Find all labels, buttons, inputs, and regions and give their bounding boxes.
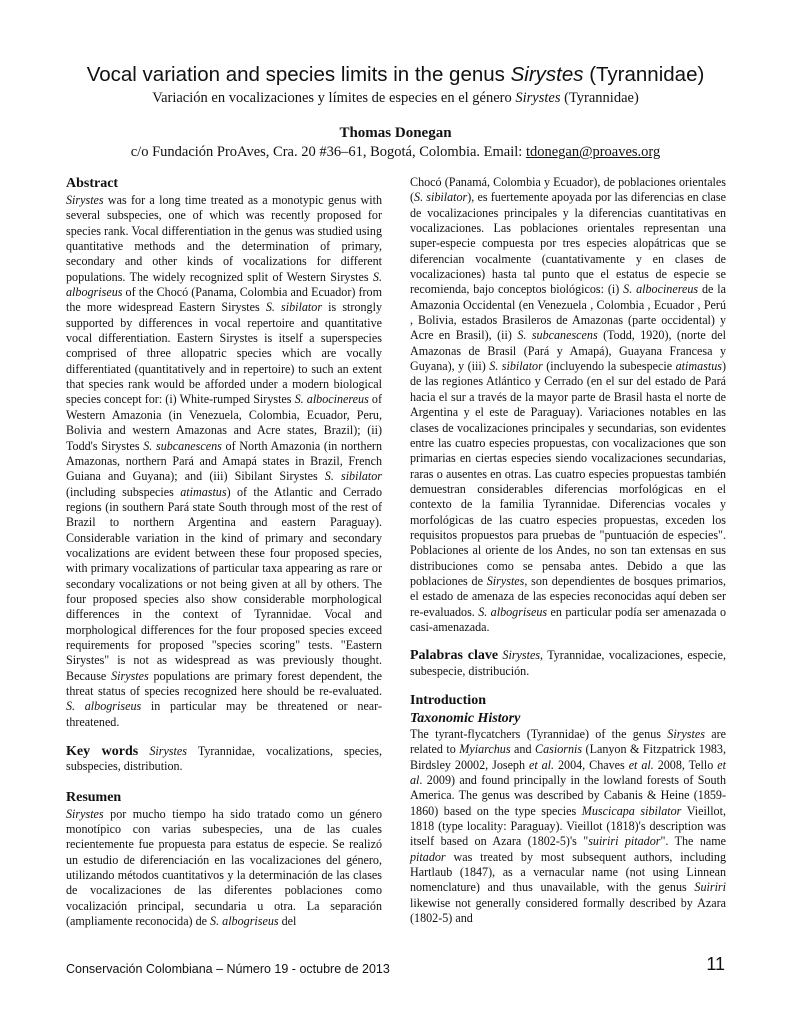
abstract-heading: Abstract <box>66 176 119 191</box>
italic-term: S. subcanescens <box>143 438 222 453</box>
palabras-clave-paragraph <box>410 648 726 679</box>
text-run: populations are primary forest dependent, the threat status of species recognized here should be re-evaluated. <box>66 668 382 698</box>
introduction-heading: Introduction <box>410 693 486 708</box>
italic-term: atimastus <box>675 359 722 374</box>
subtitle-family: (Tyrannidae) <box>560 90 639 106</box>
italic-term: et al. <box>628 757 654 772</box>
italic-term: S. albocinereus <box>623 282 699 297</box>
text-run: likewise not generally considered formally described by Azara (1802-5) and <box>410 895 726 926</box>
text-run: ". The name <box>660 834 727 849</box>
text-run: of the Chocó (Panama, Colombia and Ecuador) from the more widespread Eastern Sirystes <box>66 285 382 315</box>
text-run: Chocó (Panamá, Colombia y Ecuador), de poblaciones orientales ( <box>410 175 726 205</box>
text-run: 2004, Chaves <box>554 757 629 772</box>
affiliation-text: c/o Fundación ProAves, Cra. 20 #36–61, Bogotá, Colombia. Email: <box>130 144 526 160</box>
text-run: (Todd, 1920), (norte del Amazonas de Brasil (Pará y Amapá), Guayana Francesa y Guyana), y (iii) <box>410 328 727 374</box>
text-run <box>138 744 149 758</box>
keywords-heading: Key words <box>66 744 139 760</box>
italic-term: et al <box>410 757 726 788</box>
text-run: (incluyendo la subespecie <box>542 359 676 374</box>
resumen-heading: Resumen <box>66 789 122 805</box>
italic-term: Muscicapa sibilator <box>581 803 682 818</box>
italic-term: S. sibilator <box>489 359 543 374</box>
keywords-paragraph <box>66 744 382 775</box>
italic-term: S. albogriseus <box>66 269 382 300</box>
author-affiliation <box>40 143 751 162</box>
text-run: in particular may be threatened or near-threatened. <box>66 699 382 729</box>
text-run: ) de las regiones Atlántico y Cerrado (en el sur del estado de Pará hacia el sur a través de la mayor parte de Brasil hasta el norte de Argentina y el este de Paraguay). Variaciones notables en las clases de vocalizaciones principales y secundarias, son evidentes entre las cuatro especies propuestas, con vocalizaciones que son primarias en ciertas especies siendo vocalizaciones secundarias, raras o ausentes en otras. Las cuatro especies propuestas también demuestran considerables diferencias morfológicas en el contexto de la familia Tyrannidae. Diferencias vocales y morfológicas de las cuatro especies propuestas, exceden los requisitos propuestos para pruebas de "puntuación de especies". Poblaciones al oriente de los Andes, no son tan extensas en sus distribuciones como se pensaba antes. Debido a que las poblaciones de <box>410 359 726 588</box>
text-run: was for a long time treated as a monotypic genus with several subspecies, one of which was recently proposed for species rank. Vocal differentiation in the genus was studied using quantitative methods and the determination of primary, secondary and other kinds of vocalizations for different populations. The widely recognized split of Western Sirystes <box>66 193 382 284</box>
italic-term: S. sibilator <box>265 300 323 315</box>
subtitle-genus: Sirystes <box>515 90 561 106</box>
paper-subtitle <box>40 89 751 107</box>
italic-term: S. subcanescens <box>517 328 598 343</box>
left-column <box>66 175 382 929</box>
subtitle-text: Variación en vocalizaciones y límites de especies en el género <box>152 90 516 106</box>
italic-term: pitador <box>410 849 446 864</box>
introduction-text <box>410 727 726 926</box>
text-run: is strongly supported by differences in vocal repertoire and quantitative vocal differentiation. Eastern Sirystes is itself a superspecies comprised of three allopatric species which are vocally differentiated (quantitatively and in repertoire) to such an extent that species rank would be afforded under a modern biological species concept for: (i) White-rumped Sirystes <box>66 300 382 407</box>
text-run: del <box>278 914 297 929</box>
italic-term: Myiarchus <box>459 742 511 757</box>
text-run: (Lanyon & Fitzpatrick 1983, Birdsley 20002, Joseph <box>410 742 726 772</box>
resumen-text <box>66 807 382 930</box>
text-run: , son dependientes de bosques primarios, el estado de amenaza de las especies reconocidas aquí deben ser re-evaluados. <box>410 573 726 619</box>
taxonomic-history-subheading: Taxonomic History <box>410 711 521 726</box>
journal-footer: Conservación Colombiana – Número 19 - octubre de 2013 <box>66 962 390 976</box>
text-run: 2008, Tello <box>653 757 718 772</box>
italic-term: S. albogriseus <box>478 604 548 619</box>
italic-term: S. sibilator <box>324 469 382 484</box>
abstract-text <box>66 193 382 730</box>
text-run: en particular podía ser amenazada o casi-amenazada. <box>410 604 726 634</box>
italic-term: Suiriri <box>694 880 726 895</box>
italic-term: S. albogriseus <box>210 914 279 929</box>
title-family: (Tyrannidae) <box>583 63 705 86</box>
text-run: are related to <box>410 727 726 757</box>
page-number: 11 <box>706 954 725 974</box>
text-run: of North Amazonia (in northern Amazonas, northern Pará and Amapá states in Brazil, French Guiana and Guyana); and (iii) Sibilant Sirystes <box>66 438 383 484</box>
italic-term: Sirystes <box>111 668 149 683</box>
italic-term: Sirystes <box>486 573 525 588</box>
paper-title <box>40 62 751 88</box>
title-text: Vocal variation and species limits in the genus <box>86 63 511 86</box>
italic-term: Sirystes <box>149 744 187 759</box>
text-run: por mucho tiempo ha sido tratado como un género monotípico con varias subespecies, una de las cuales recientemente fue propuesta para estatus de especie. Se realizó un estudio de diferenciación en las vocalizaciones del género, utilizando métodos cuantitativos y la determinación de las clases de vocalizaciones de las diferentes poblaciones como vocalización principal, secundaria u otra. La separación (ampliamente reconocida) de <box>66 806 382 929</box>
text-run: of Western Amazonia (in Venezuela, Colombia, Ecuador, Peru, Bolivia and western Amazonas and Acre states, Brazil); (ii) Todd's Sirystes <box>66 392 382 453</box>
italic-term: Sirystes <box>667 727 705 741</box>
text-run: ), es fuertemente apoyada por las diferencias en clase de vocalizaciones principales y la diferencias cuantitativas en vocalizaciones. Las poblaciones orientales representan una super-especie compuesta por tres especies alopátricas que se diferencian vocalmente (cuantativamente y en clases de vocalizaciones) hasta tal punto que el estatus de especie se recomienda, bajo conceptos biológicos: (i) <box>410 190 726 297</box>
text-run: , Tyrannidae, vocalizaciones, especie, subespecie, distribución. <box>410 648 726 678</box>
italic-term: S. albocinereus <box>294 392 369 407</box>
author-name: Thomas Donegan <box>339 125 452 141</box>
palabras-clave-heading: Palabras clave <box>410 648 499 664</box>
text-run: and <box>510 742 536 757</box>
email-link[interactable]: tdonegan@proaves.org <box>525 144 661 160</box>
italic-term: Sirystes <box>502 648 541 663</box>
text-run: The tyrant-flycatchers (Tyrannidae) of the genus <box>410 727 668 741</box>
italic-term: Sirystes <box>66 806 104 821</box>
italic-term: Casiornis <box>535 742 583 757</box>
italic-term: atimastus <box>180 484 227 499</box>
italic-term: et al. <box>528 757 555 772</box>
title-genus: Sirystes <box>510 63 584 86</box>
italic-term: suiriri pitador <box>588 834 661 849</box>
right-column <box>410 175 726 926</box>
text-run: was treated by most subsequent authors, including Hartlaub (1847), as a vernacular name (not using Linnean nomenclature) and thus unavailable, with the genus <box>410 849 726 895</box>
text-run: (including subspecies <box>66 484 181 499</box>
italic-term: Sirystes <box>66 193 104 207</box>
text-run: ) of the Atlantic and Cerrado regions (in southern Pará state South through most of the rest of Brazil to northern Argentina and eastern Paraguay). Considerable variation in the kind of primary and secondary vocalizations are evident between these four proposed species, with primary vocalizations of particular taxa appearing as rare or secondary vocalizations or not being given at all by others. The four proposed species also show considerable morphological differences in the context of Tyrannidae. Vocal and morphological differences for the four proposed species exceed requirements for proposed "species scoring" tests. "Eastern Sirystes" is not as widespread as was previously thought. Because <box>66 484 382 683</box>
italic-term: S. sibilator <box>414 190 468 205</box>
text-run: Vieillot, 1818 (type locality: Paraguay). Vieillot (1818)'s description was itself based on Azara (1802-5)'s " <box>410 803 726 849</box>
text-run: Tyrannidae, vocalizations, species, subspecies, distribution. <box>66 744 383 774</box>
text-run: de la Amazonia Occidental (en Venezuela , Colombia , Ecuador , Perú , Bolivia, estados Brasileros de Amazonas (parte occidental) y Acre en Brasil), (ii) <box>410 282 726 343</box>
resumen-text-continued <box>410 175 726 635</box>
italic-term: S. albogriseus <box>66 699 142 714</box>
text-run: . 2009) and found principally in the lowland forests of South America. The genus was described by Cabanis & Heine (1859-1860) based on the type species <box>410 773 726 818</box>
